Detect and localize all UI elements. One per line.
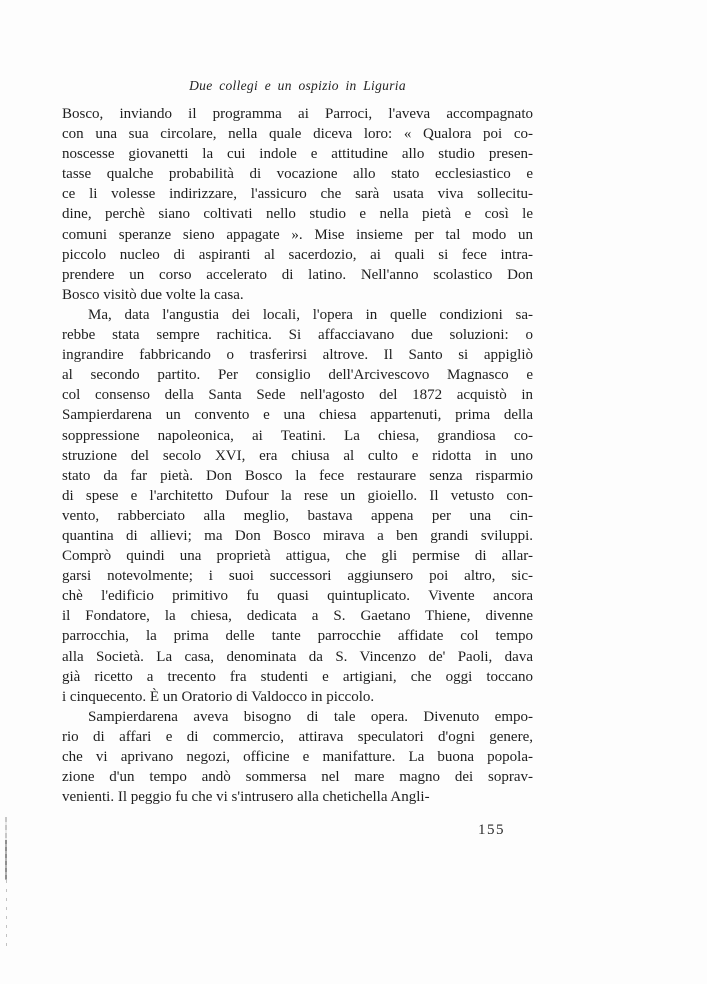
text-line: il Fondatore, la chiesa, dedicata a S. Gaetano Thiene, divenne [62, 608, 533, 625]
text-line: comuni speranze sieno appagate ». Mise insieme per tal modo un [62, 226, 533, 243]
text-line: soppressione napoleonica, ai Teatini. La chiesa, grandiosa co- [62, 427, 533, 444]
scan-artifact-segment [6, 880, 8, 952]
text-line: Sampierdarena un convento e una chiesa appartenuti, prima della [62, 407, 533, 424]
text-line: noscesse giovanetti la cui indole e attitudine allo studio presen- [62, 146, 533, 163]
scan-artifact-segment [5, 840, 7, 880]
text-line: vento, rabberciato alla meglio, bastava appena per una cin- [62, 507, 533, 524]
text-line: garsi notevolmente; i suoi successori aggiunsero poi altro, sic- [62, 568, 533, 585]
text-line: i cinquecento. È un Oratorio di Valdocco in piccolo. [62, 688, 375, 705]
text-line: alla Società. La casa, denominata da S. Vincenzo de' Paoli, dava [62, 648, 533, 665]
text-line: rio di affari e di commercio, attirava speculatori d'ogni genere, [62, 728, 533, 745]
text-line: quantina di allievi; ma Don Bosco mirava a ben grandi sviluppi. [62, 527, 533, 544]
text-line: ce li volesse indirizzare, l'assicuro che sarà usata viva sollecitu- [62, 186, 533, 203]
text-line: rebbe stata sempre rachitica. Si affacciavano due soluzioni: o [62, 327, 533, 344]
text-line: dine, perchè siano coltivati nello studio e nella pietà e così le [62, 206, 533, 223]
text-line: chè l'edificio primitivo fu quasi quintuplicato. Vivente ancora [62, 588, 533, 605]
text-line: stato da far pietà. Don Bosco la fece restaurare senza risparmio [62, 467, 533, 484]
text-line: al secondo partito. Per consiglio dell'Arcivescovo Magnasco e [62, 367, 533, 384]
scan-artifact-line [5, 817, 7, 952]
text-line: struzione del secolo XVI, era chiusa al culto e ridotta in uno [62, 447, 533, 464]
text-block [62, 104, 533, 807]
text-line: venienti. Il peggio fu che vi s'intrusero alla chetichella Angli- [62, 789, 430, 806]
text-line: parrocchia, la prima delle tante parrocchie affidate col tempo [62, 628, 533, 645]
page-number: 155 [478, 822, 505, 838]
text-line: ingrandire fabbricando o trasferirsi altrove. Il Santo si appigliò [62, 347, 533, 364]
text-line: già ricetto a trecento fra studenti e artigiani, che oggi toccano [62, 668, 533, 685]
text-line: col consenso della Santa Sede nell'agosto del 1872 acquistò in [62, 387, 533, 404]
running-head: Due collegi e un ospizio in Liguria [189, 78, 406, 93]
text-line: zione d'un tempo andò sommersa nel mare magno dei soprav- [62, 769, 533, 786]
text-line: di spese e l'architetto Dufour la rese un gioiello. Il vetusto con- [62, 487, 533, 504]
text-line: tasse qualche probabilità di vocazione allo stato ecclesiastico e [62, 166, 533, 183]
text-line: Bosco visitò due volte la casa. [62, 286, 244, 303]
text-line: Ma, data l'angustia dei locali, l'opera in quelle condizioni sa- [88, 306, 533, 323]
text-line: piccolo nucleo di aspiranti al sacerdozio, ai quali si fece intra- [62, 246, 533, 263]
text-line: che vi aprivano negozi, officine e manifatture. La buona popola- [62, 749, 533, 765]
text-line: Bosco, inviando il programma ai Parroci, l'aveva accompagnato [62, 106, 533, 122]
text-line: Sampierdarena aveva bisogno di tale opera. Divenuto empo- [88, 708, 533, 725]
text-line: con una sua circolare, nella quale diceva loro: « Qualora poi co- [62, 126, 533, 143]
text-line: prendere un corso accelerato di latino. Nell'anno scolastico Don [62, 266, 533, 283]
text-line: Comprò quindi una proprietà attigua, che gli permise di allar- [62, 548, 533, 565]
